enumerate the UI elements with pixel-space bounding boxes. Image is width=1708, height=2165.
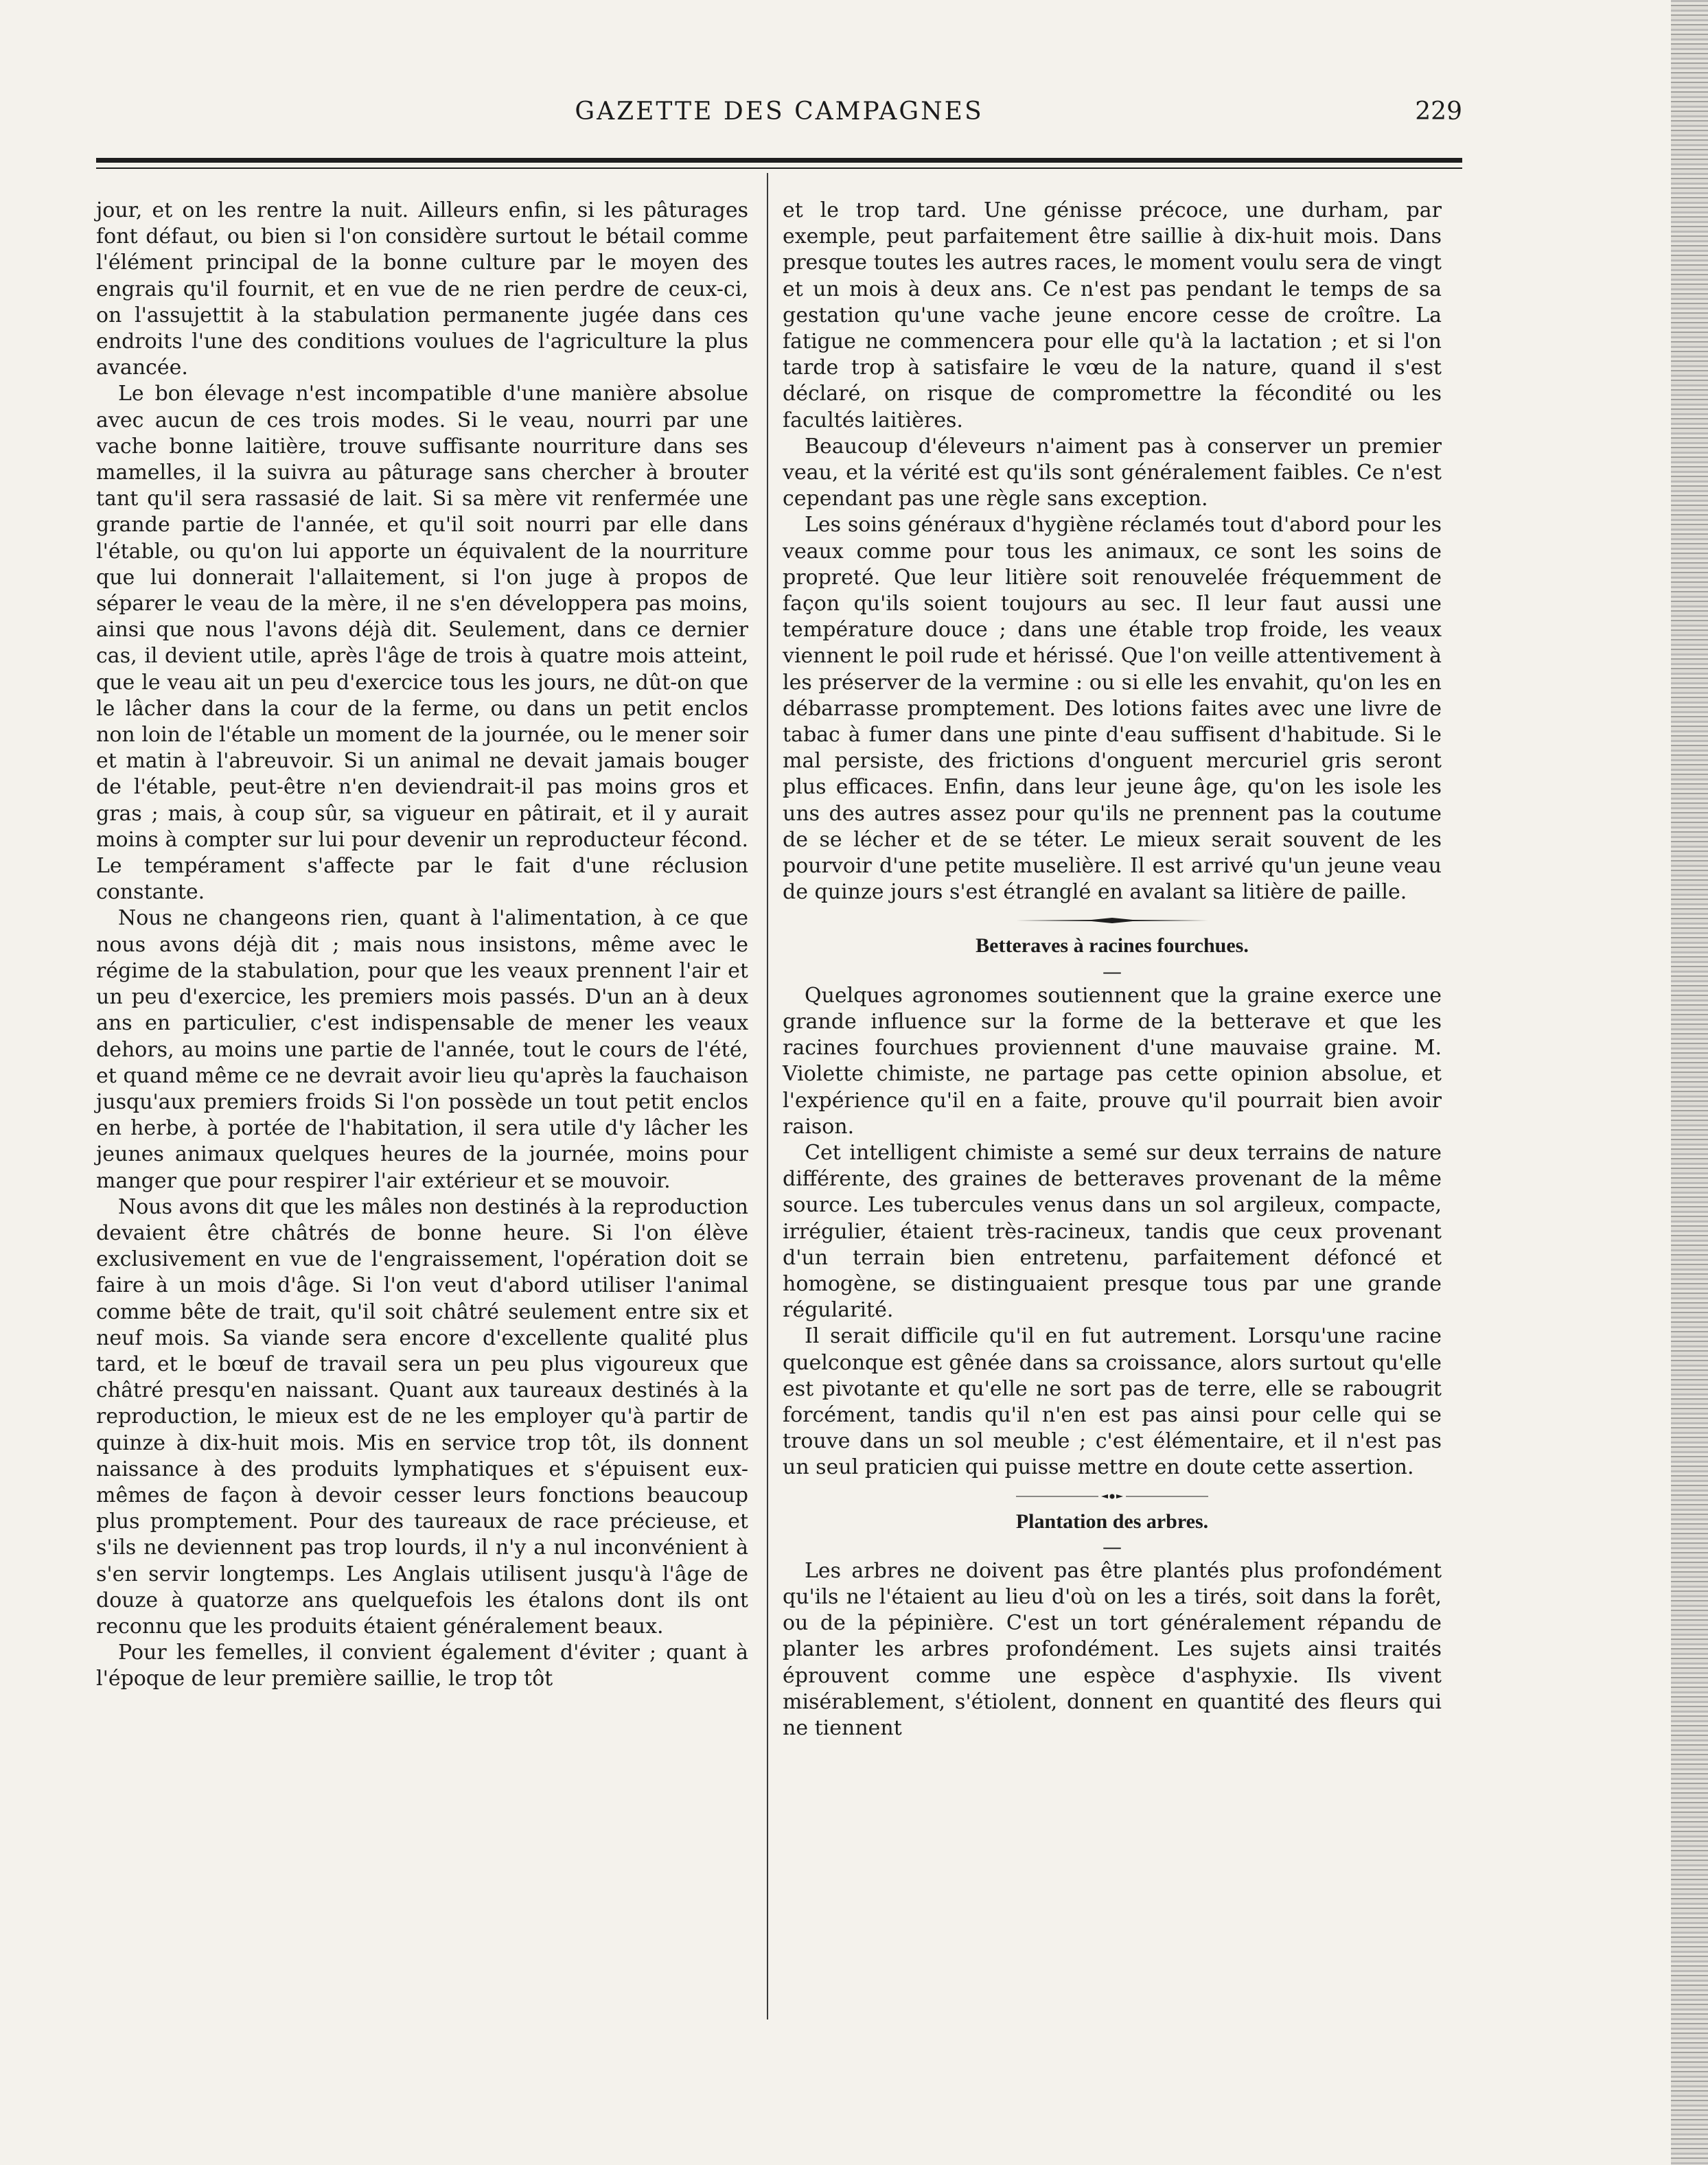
title-separator: —: [1103, 1535, 1122, 1558]
title-separator: —: [1103, 960, 1122, 983]
paragraph: Cet intelligent chimiste a semé sur deux terrains de nature différente, des graines de betteraves provenant de la même source. Les tubercules venus dans un sol argileux, compacte, irrégulier, étaient très-racineux, tandis que ceux provenant d'un terrain bien entretenu, parfaitement défoncé et homogène, se distinguaient presque tous par une grande régularité.: [783, 1140, 1442, 1323]
section-ornament: [1016, 1494, 1208, 1499]
paragraph: jour, et on les rentre la nuit. Ailleurs enfin, si les pâturages font défaut, ou bien si l'on considère surtout le bétail comme l'élément principal de la bonne culture par le moyen des engrais qu'il fournit, et en vue de ne rien perdre de ceux-ci, on l'assujettit à la stabulation permanente jugée dans ces endroits l'une des conditions voulues de l'agriculture la plus avancée.: [96, 198, 748, 380]
running-title: GAZETTE DES CAMPAGNES: [575, 97, 984, 126]
paragraph: Beaucoup d'éleveurs n'aiment pas à conserver un premier veau, et la vérité est qu'ils sont généralement faibles. Ce n'est cependant pas une règle sans exception.: [783, 434, 1442, 511]
paragraph: Nous ne changeons rien, quant à l'alimentation, à ce que nous avons déjà dit ; mais nous insistons, même avec le régime de la stabulation, pour que les veaux prennent l'air et un peu d'exercice, les premiers mois passés. D'un an à deux ans en particulier, c'est indispensable de mener les veaux dehors, au moins une partie de l'année, tout le cours de l'été, et quand même ce ne devrait avoir lieu qu'après la fauchaison jusqu'aux premiers froids Si l'on possède un tout petit enclos en herbe, à portée de l'habitation, il sera utile d'y lâcher les jeunes animaux quelques heures de la journée, moins pour manger que pour respirer l'air extérieur et se mouvoir.: [96, 906, 748, 1193]
paragraph: Pour les femelles, il convient également d'éviter ; quant à l'époque de leur première saillie, le trop tôt: [96, 1641, 748, 1691]
page-number: 229: [1415, 97, 1462, 126]
paragraph: et le trop tard. Une génisse précoce, une durham, par exemple, peut parfaitement être saillie à dix-huit mois. Dans presque toutes les autres races, le moment voulu sera de vingt et un mois à deux ans. Ce n'est pas pendant le temps de sa gestation qu'une vache jeune encore cesse de croître. La fatigue ne commencera pour elle qu'à la lactation ; et si l'on tarde trop à satisfaire le vœu de la nature, quand il s'est déclaré, on risque de compromettre la fécondité ou les facultés laitières.: [783, 198, 1442, 432]
column-divider: [767, 173, 768, 2019]
page-header: [96, 97, 1462, 139]
paragraph: Le bon élevage n'est incompatible d'une manière absolue avec aucun de ces trois modes. Si le veau, nourri par une vache bonne laitière, trouve suffisante nourriture dans ses mamelles, il la suivra au pâturage sans chercher à brouter tant qu'il sera rassasié de lait. Si sa mère vit renfermée une grande partie de l'année, et qu'il soit nourri par elle dans l'étable, ou qu'on lui apporte un équivalent de la nourriture que lui donnerait l'allaitement, si l'on juge à propos de séparer le veau de la mère, il ne s'en développera pas moins, ainsi que nous l'avons déjà dit. Seulement, dans ce dernier cas, il devient utile, après l'âge de trois à quatre mois atteint, que le veau ait un peu d'exercice tous les jours, ne dût-on que le lâcher dans la cour de la ferme, ou dans un petit enclos non loin de l'étable un moment de la journée, ou le mener soir et matin à l'abreuvoir. Si un animal ne devait jamais bouger de l'étable, peut-être n'en deviendrait-il pas moins gros et gras ; mais, à coup sûr, sa vigueur en pâtirait, et il y aurait moins à compter sur lui pour devenir un reproducteur fécond. Le tempérament s'affecte par le fait d'une réclusion constante.: [96, 382, 748, 905]
paragraph: Les soins généraux d'hygiène réclamés tout d'abord pour les veaux comme pour tous les animaux, ce sont les soins de propreté. Que leur litière soit renouvelée fréquemment de façon qu'ils soient toujours au sec. Il leur faut aussi une température douce ; dans une étable trop froide, les veaux viennent le poil rude et hérissé. Que l'on veille attentivement à les préserver de la vermine : ou si elle les envahit, qu'on les en débarrasse promptement. Des lotions faites avec une livre de tabac à fumer dans une pinte d'eau suffisent d'habitude. Si le mal persiste, des frictions d'onguent mercuriel gris seront plus efficaces. Enfin, dans leur jeune âge, qu'on les isole les uns des autres assez pour qu'ils ne prennent pas la coutume de se lécher et de se téter. Le mieux serait souvent de les pourvoir d'une petite muselière. Il est arrivé qu'un jeune veau de quinze jours s'est étranglé en avalant sa litière de paille.: [783, 513, 1442, 905]
paragraph: Il serait difficile qu'il en fut autrement. Lorsqu'une racine quelconque est gênée dans sa croissance, alors surtout qu'elle est pivotante et qu'elle ne sort pas de terre, elle se rabougrit forcément, tandis qu'il n'en est pas ainsi pour celle qui se trouve dans un sol meuble ; c'est élémentaire, et il n'est pas un seul praticien qui puisse mettre en doute cette assertion.: [783, 1324, 1442, 1480]
header-rule-thick: [96, 158, 1462, 163]
paragraph: Quelques agronomes soutiennent que la graine exerce une grande influence sur la forme de la betterave et que les racines fourchues proviennent d'une mauvaise graine. M. Violette chimiste, ne partage pas cette opinion absolue, et l'expérience qu'il en a faite, prouve qu'il pourrait bien avoir raison.: [783, 983, 1442, 1139]
header-rule-thin: [96, 167, 1462, 169]
paragraph: Les arbres ne doivent pas être plantés plus profondément qu'ils ne l'étaient au lieu d'où on les a tirés, soit dans la forêt, ou de la pépinière. C'est un tort généralement répandu de planter les arbres profondément. Les sujets ainsi traités éprouvent comme une espèce d'asphyxie. Ils vivent misérablement, s'étiolent, donnent en quantité des fleurs qui ne tiennent: [783, 1558, 1442, 1740]
paragraph: Nous avons dit que les mâles non destinés à la reproduction devaient être châtrés de bonne heure. Si l'on élève exclusivement en vue de l'engraissement, l'opération doit se faire à un mois d'âge. Si l'on veut d'abord utiliser l'animal comme bête de trait, qu'il soit châtré seulement entre six et neuf mois. Sa viande sera encore d'excellente qualité plus tard, et le bœuf de travail sera un peu plus vigoureux que châtré presqu'en naissant. Quant aux taureaux destinés à la reproduction, le mieux est de ne les employer qu'à partir de quinze à dix-huit mois. Mis en service trop tôt, ils donnent naissance à des produits lymphatiques et s'épuisent eux-mêmes de façon à devoir cesser leurs fonctions beaucoup plus promptement. Pour des taureaux de race précieuse, et s'ils ne deviennent pas trop lourds, il n'y a nul inconvénient à s'en servir longtemps. Les Anglais utilisent jusqu'à l'âge de douze à quatorze ans quelquefois les étalons dont ils ont reconnu que les produits étaient généralement beaux.: [96, 1194, 748, 1639]
section-ornament: [1016, 918, 1208, 923]
left-column: [96, 198, 748, 1693]
scanned-page-edge: [1671, 0, 1708, 2165]
right-column: [783, 198, 1442, 1741]
section-title-betteraves: Betteraves à racines fourchues.: [976, 934, 1249, 958]
section-title-plantation: Plantation des arbres.: [1015, 1509, 1209, 1533]
